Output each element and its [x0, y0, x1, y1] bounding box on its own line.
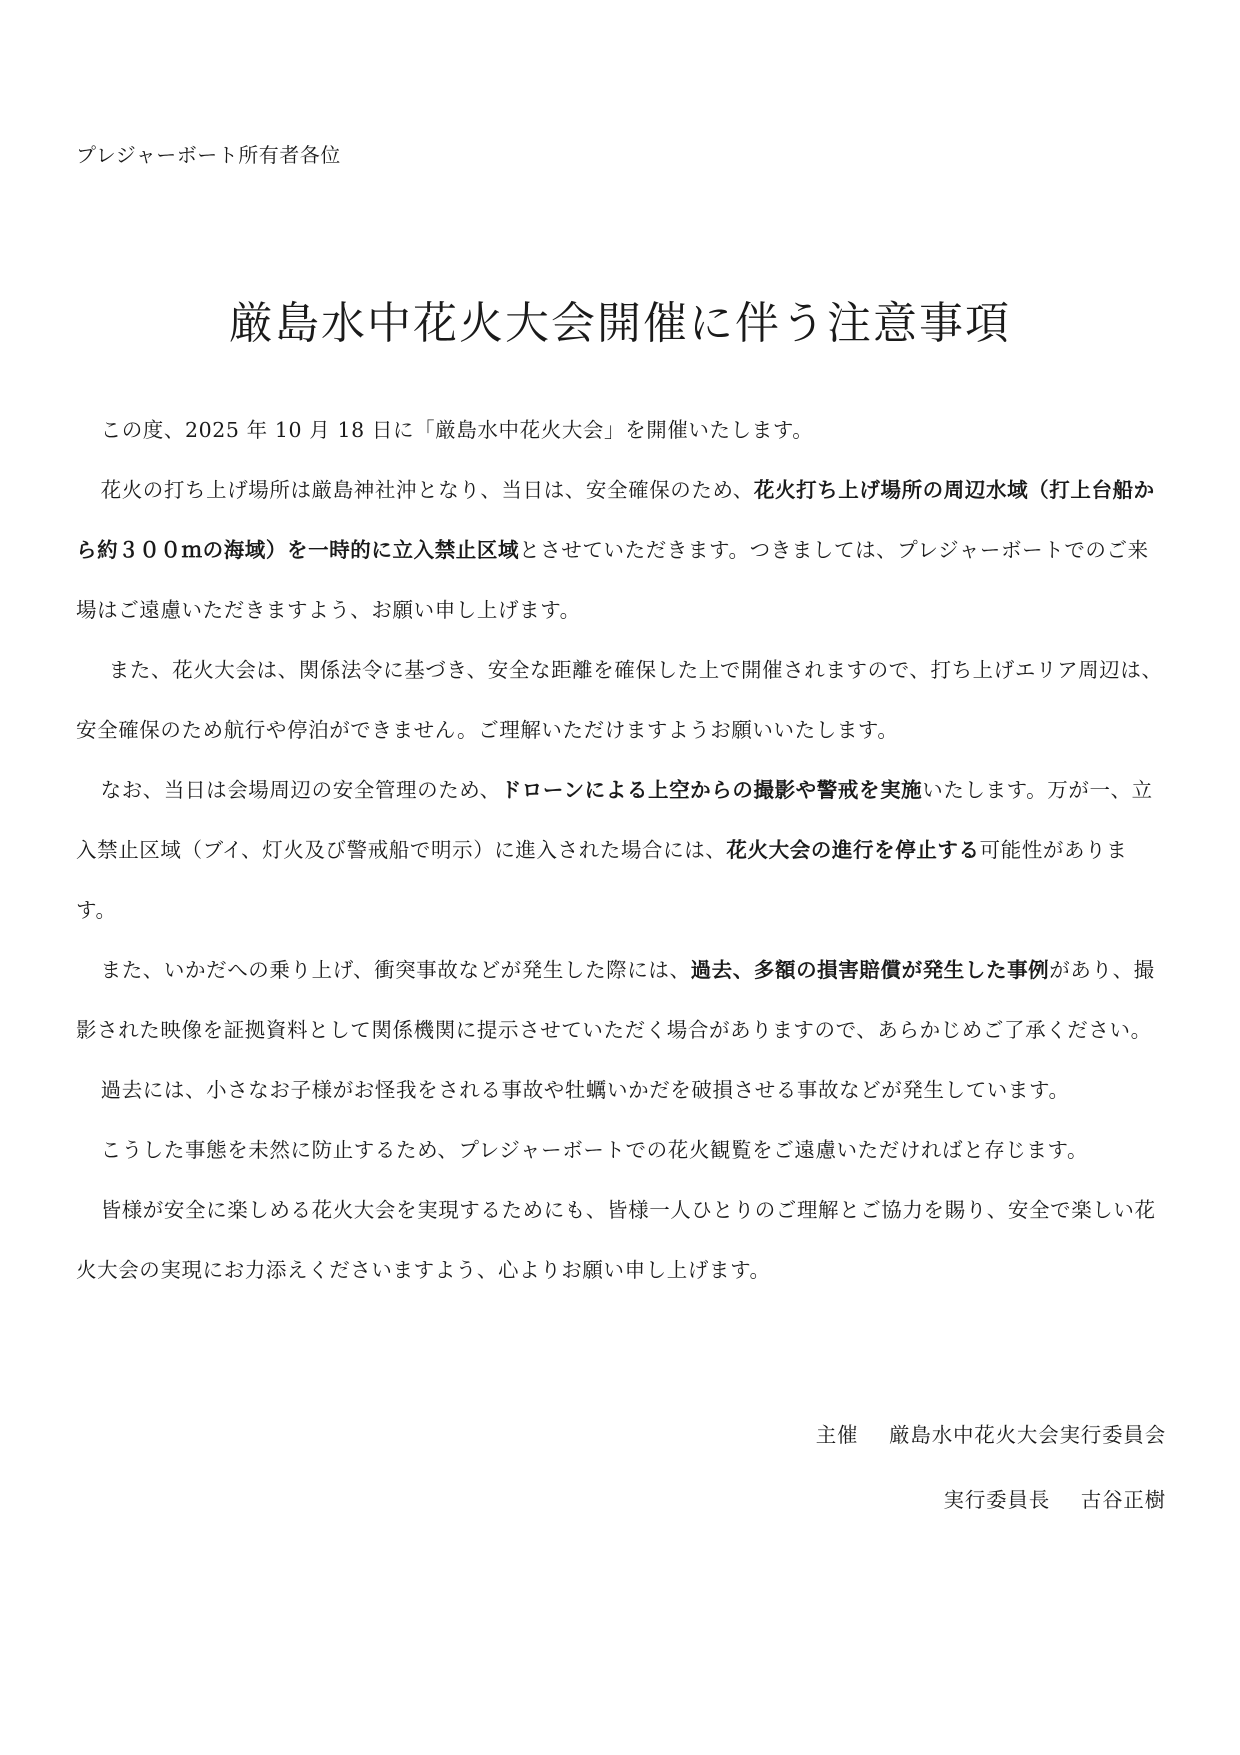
chair-name: 古谷正樹	[1080, 1488, 1166, 1512]
signature-organizer	[816, 1418, 1166, 1448]
paragraph-4-emphasis-2: 花火大会の進行を停止する	[726, 838, 980, 862]
addressee: プレジャーボート所有者各位	[76, 143, 341, 167]
paragraph-4	[76, 760, 1166, 940]
paragraph-5-text-c: があり、撮影された映像を証拠資料として関係機関に提示させていただく場合がありますので、あらかじめご了承ください。	[76, 958, 1155, 1042]
paragraph-5-emphasis: 過去、多額の損害賠償が発生した事例	[690, 958, 1050, 982]
organizer-label: 主催	[815, 1423, 859, 1447]
paragraph-8: 皆様が安全に楽しめる花火大会を実現するためにも、皆様一人ひとりのご理解とご協力を賜り、安全で楽しい花火大会の実現にお力添えくださいますよう、心よりお願い申し上げます。	[76, 1198, 1156, 1282]
paragraph-2-text-a: 花火の打ち上げ場所は厳島神社沖となり、当日は、安全確保のため、	[100, 478, 754, 502]
paragraph-7: こうした事態を未然に防止するため、プレジャーボートでの花火観覧をご遠慮いただければと存じます。	[100, 1138, 1089, 1162]
chair-label: 実行委員長	[943, 1488, 1051, 1512]
organizer-name: 厳島水中花火大会実行委員会	[889, 1423, 1166, 1447]
paragraph-1: この度、2025 年 10 月 18 日に「厳島水中花火大会」を開催いたします。	[100, 418, 814, 442]
paragraph-4-text-e: 可能性があります。	[76, 838, 1128, 922]
paragraph-3: また、花火大会は、関係法令に基づき、安全な距離を確保した上で開催されますので、打ち上げエリア周辺は、安全確保のため航行や停泊ができません。ご理解いただけますようお願いいたします。	[76, 658, 1163, 742]
paragraph-5-text-a: また、いかだへの乗り上げ、衝突事故などが発生した際には、	[100, 958, 691, 982]
paragraph-4-text-c: いたします。万が一、立入禁止区域（ブイ、灯火及び警戒船で明示）に進入された場合には、	[76, 778, 1153, 862]
paragraph-2	[76, 460, 1166, 640]
signature-chair	[944, 1483, 1166, 1513]
paragraph-4-emphasis-1: ドローンによる上空からの撮影や警戒を実施	[500, 778, 923, 802]
paragraph-6: 過去には、小さなお子様がお怪我をされる事故や牡蠣いかだを破損させる事故などが発生しています。	[100, 1078, 1070, 1102]
document-body	[76, 400, 1166, 1300]
paragraph-2-emphasis: 花火打ち上げ場所の周辺水域（打上台船から約３００ｍの海域）を一時的に立入禁止区域	[76, 478, 1155, 562]
paragraph-4-text-a: なお、当日は会場周辺の安全管理のため、	[100, 778, 501, 802]
paragraph-5	[76, 940, 1166, 1060]
document-title: 厳島水中花火大会開催に伴う注意事項	[229, 298, 1011, 350]
paragraph-2-text-c: とさせていただきます。つきましては、プレジャーボートでのご来場はご遠慮いただきますよう、お願い申し上げます。	[76, 538, 1149, 622]
